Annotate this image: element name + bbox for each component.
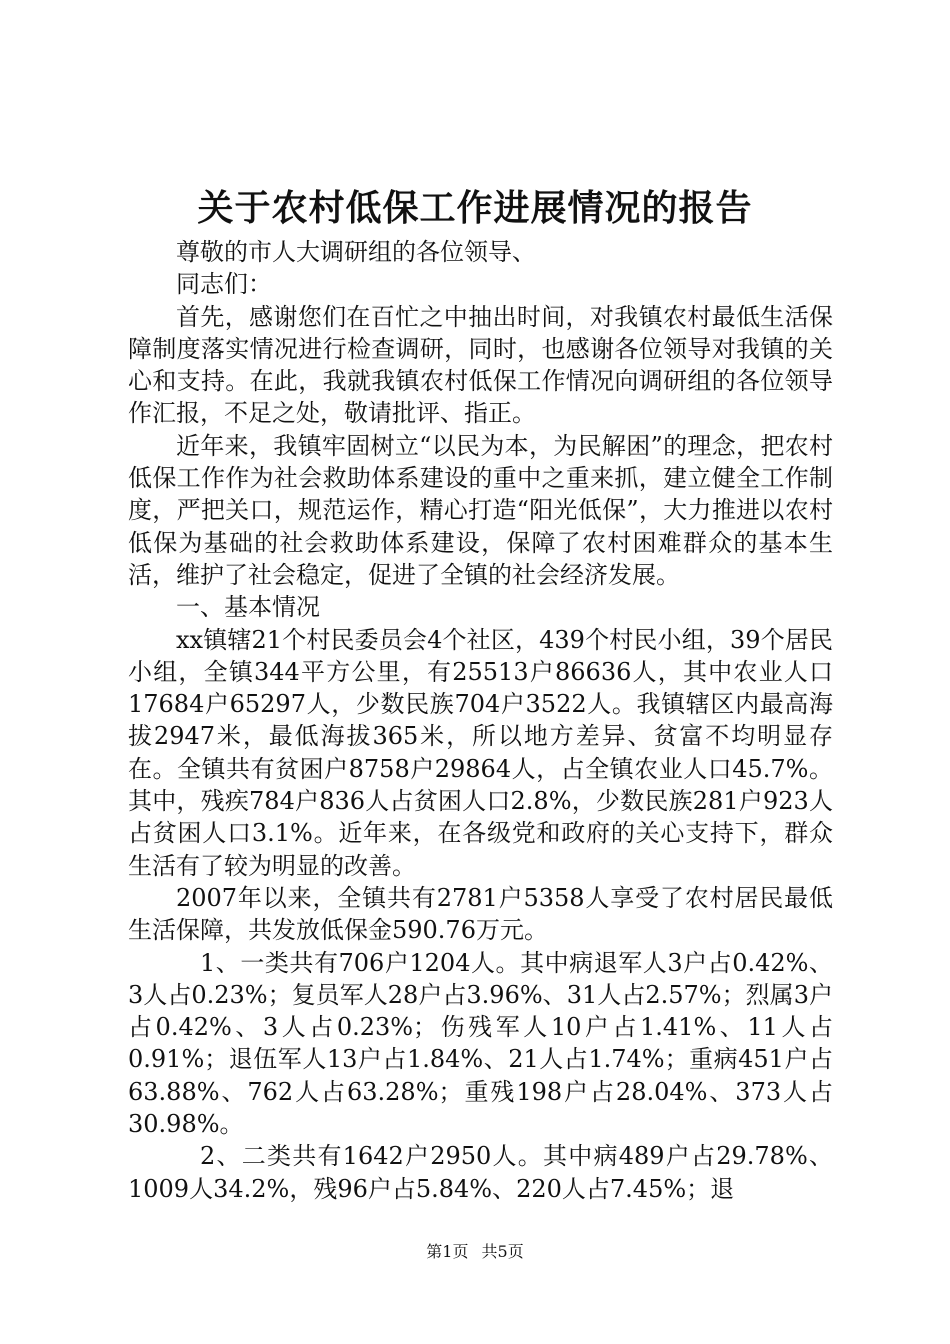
- salutation-line-2: 同志们：: [176, 270, 272, 299]
- document-body: [128, 236, 833, 1205]
- page-total: 共5页: [481, 1242, 524, 1261]
- paragraph-since-2007: 2007年以来，全镇共有2781户5358人享受了农村居民最低生活保障，共发放低保金590.76万元。: [128, 883, 833, 945]
- paragraph-overview: 近年来，我镇牢固树立“以民为本，为民解困”的理念，把农村低保工作作为社会救助体系建设的重中之重来抓，建立健全工作制度，严把关口，规范运作，精心打造“阳光低保”，大力推进以农村低保为基础的社会救助体系建设，保障了农村困难群众的基本生活，维护了社会稳定，促进了全镇的社会经济发展。: [128, 431, 833, 589]
- paragraph-category-2: 2、二类共有1642户2950人。其中病489户占29.78%、1009人34.2%，残96户占5.84%、220人占7.45%；退: [128, 1142, 833, 1203]
- page-number: 第1页: [426, 1242, 469, 1261]
- document-title: 关于农村低保工作进展情况的报告: [197, 188, 753, 229]
- paragraph-category-1: 1、一类共有706户1204人。其中病退军人3户占0.42%、3人占0.23%；复员军人28户占3.96%、31人占2.57%；烈属3户占0.42%、3人占0.23%；伤残军人10户占1.41%、11人占0.91%；退伍军人13户占1.84%、21人占1.74%；重病451户占63.88%、762人占63.28%；重残198户占28.04%、373人占30.98%。: [128, 948, 833, 1139]
- salutation-line-1: 尊敬的市人大调研组的各位领导、: [176, 238, 536, 266]
- paragraph-basic-situation: xx镇辖21个村民委员会4个社区，439个村民小组，39个居民小组，全镇344平方公里，有25513户86636人，其中农业人口17684户65297人，少数民族704户3522人。我镇辖区内最高海拔2947米，最低海拔365米，所以地方差异、贫富不均明显存在。全镇共有贫困户8758户29864人，占全镇农业人口45.7%。其中，残疾784户836人占贫困人口2.8%，少数民族281户923人占贫困人口3.1%。近年来，在各级党和政府的关心支持下，群众生活有了较为明显的改善。: [128, 625, 833, 880]
- section-heading-basic: 一、基本情况: [176, 593, 320, 622]
- page-footer: [0, 1240, 950, 1264]
- paragraph-intro: 首先，感谢您们在百忙之中抽出时间，对我镇农村最低生活保障制度落实情况进行检查调研，同时，也感谢各位领导对我镇的关心和支持。在此，我就我镇农村低保工作情况向调研组的各位领导作汇报，不足之处，敬请批评、指正。: [128, 302, 833, 428]
